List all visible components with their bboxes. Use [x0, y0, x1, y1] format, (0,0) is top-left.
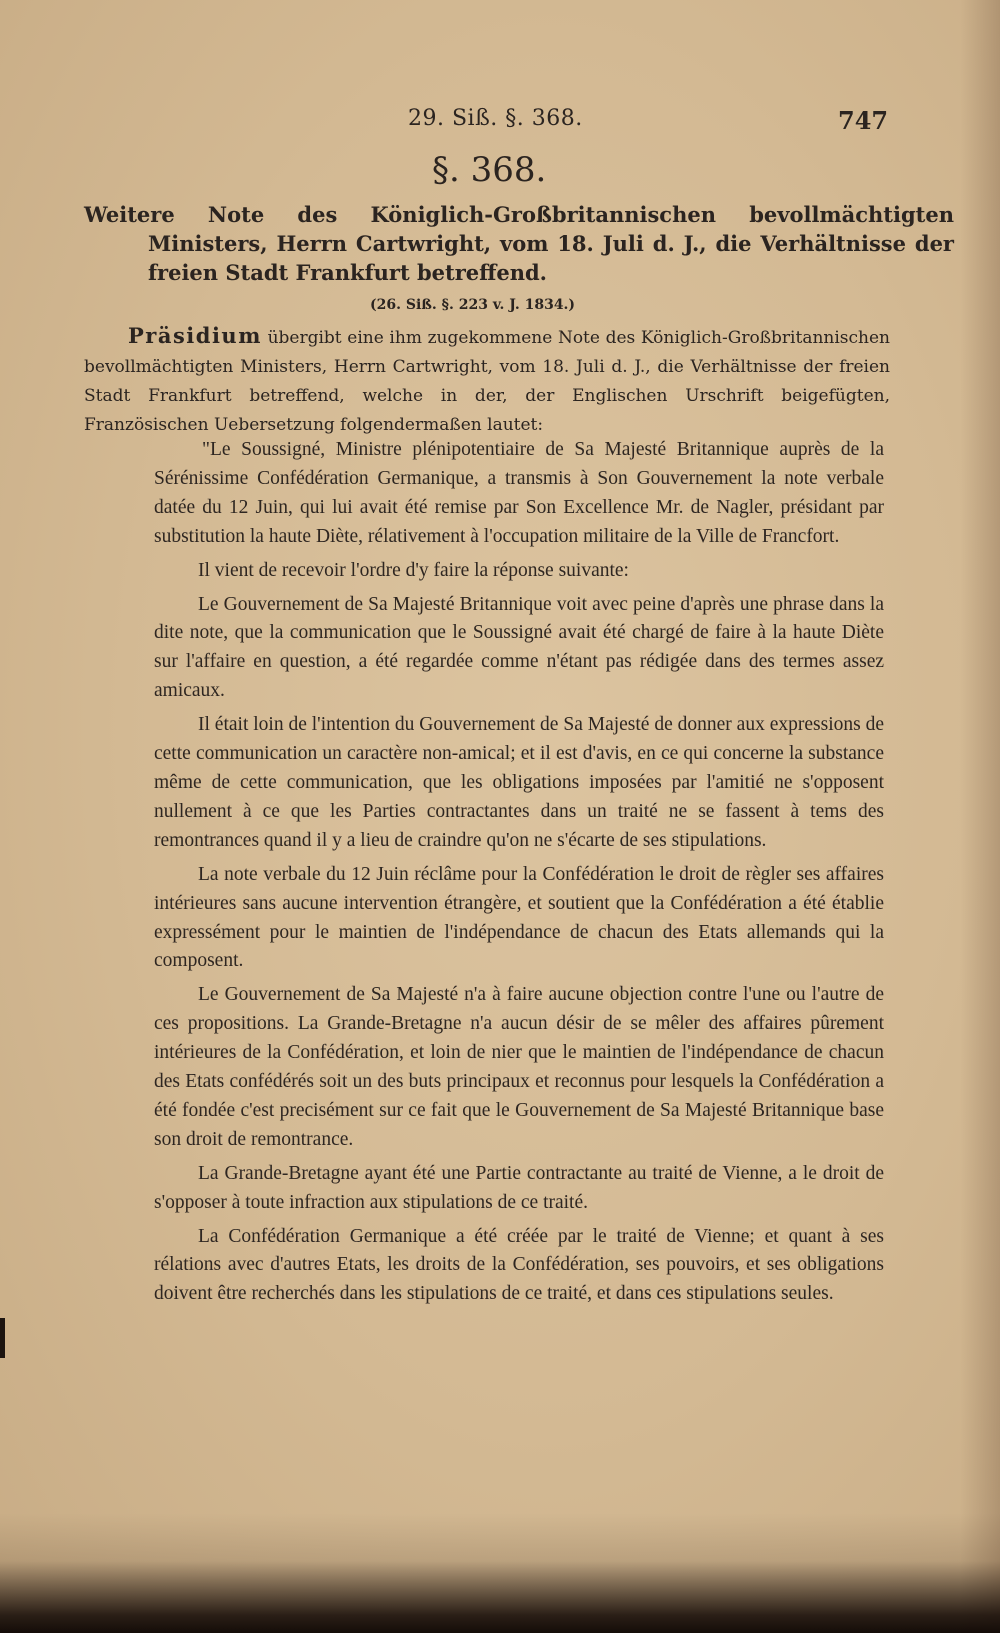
running-header: 29. Siß. §. 368. — [408, 106, 583, 131]
page-edge-shadow — [960, 0, 1000, 1633]
paragraph-5: La note verbale du 12 Juin réclâme pour la Confédération le droit de règler ses affaires intérieures sans aucune intervention étrangère, et soutient que la Confédération a été établie expressément pour le maintien de l'indépendance de chacun des Etats allemands qui la composent. — [154, 863, 884, 972]
section-title: Weitere Note des Königlich-Großbritannischen bevollmächtigten Ministers, Herrn Cartwright, vom 18. Juli d. J., die Verhältnisse der freien Stadt Frankfurt betreffend. — [84, 202, 954, 285]
paragraph-4: Il était loin de l'intention du Gouvernement de Sa Majesté de donner aux expressions de cette communication un caractère non-amical; et il est d'avis, en ce qui concerne la substance même de cette communication, que les obligations imposées par l'amitié ne s'opposent nullement à ce que les Parties contractantes dans un traité ne se fassent à tems des remontrances quand il y a lieu de craindre qu'on ne s'écarte de ses stipulations. — [154, 714, 884, 851]
paragraph-8: La Confédération Germanique a été créée par le traité de Vienne; et quant à ses rélations avec d'autres Etats, les droits de la Confédération, ses pouvoirs, et ses obligations doivent être recherchés dans les stipulations de ce traité, et dans ces stipulations seules. — [154, 1225, 884, 1305]
paragraph-3: Le Gouvernement de Sa Majesté Britannique voit avec peine d'après une phrase dans la dite note, que la communication que le Soussigné avait été chargé de faire à la haute Diète sur l'affaire en question, a été regardée comme n'étant pas rédigée dans des termes assez amicaux. — [154, 593, 884, 702]
binding-shadow — [0, 1513, 1000, 1633]
intro-paragraph — [84, 321, 890, 440]
paragraph-7: La Grande-Bretagne ayant été une Partie contractante au traité de Vienne, a le droit de s'opposer à toute infraction aux stipulations de ce traité. — [154, 1162, 884, 1213]
paragraph-1: "Le Soussigné, Ministre plénipotentiaire de Sa Majesté Britannique auprès de la Sérénissime Confédération Germanique, a transmis à Son Gouvernement la note verbale datée du 12 Juin, qui lui avait été remise par Son Excellence Mr. de Nagler, présidant par substitution la haute Diète, rélativement à l'occupation militaire de la Ville de Francfort. — [154, 439, 884, 547]
paragraph-2: Il vient de recevoir l'ordre d'y faire la réponse suivante: — [198, 559, 629, 581]
margin-mark — [0, 1318, 5, 1358]
intro-lead: Präsidium — [128, 323, 262, 348]
section-reference: (26. Siß. §. 223 v. J. 1834.) — [370, 297, 576, 313]
paragraph-6: Le Gouvernement de Sa Majesté n'a à faire aucune objection contre l'une ou l'autre de ces propositions. La Grande-Bretagne n'a aucun désir de se mêler des affaires pûrement intérieures de la Confédération, et loin de nier que le maintien de l'indépendance de chacun des Etats confédérés soit un des buts principaux et reconnus pour lesquels la Confédération a été fondée c'est precisément sur ce fait que le Gouvernement de Sa Majesté Britannique base son droit de remontrance. — [154, 984, 884, 1150]
page-number: 747 — [838, 106, 889, 135]
note-body — [154, 436, 884, 1314]
intro-text: übergibt eine ihm zugekommene Note des Königlich-Großbritannischen bevollmächtigten Ministers, Herrn Cartwright, vom 18. Juli d. J., die Verhältnisse der freien Stadt Frankfurt betreffend, welche in der, der Englischen Urschrift beigefügten, Französischen Uebersetzung folgendermaßen lautet: — [84, 328, 890, 435]
section-number: §. 368. — [432, 150, 547, 190]
